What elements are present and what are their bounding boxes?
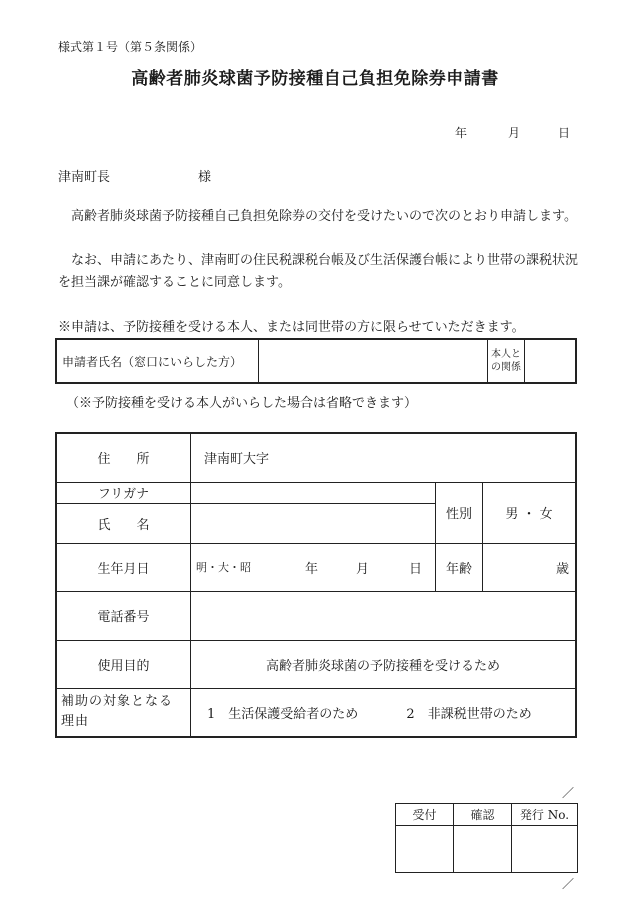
applicant-name-field[interactable] [259,339,488,383]
applicant-name-label: 申請者氏名（窓口にいらした方） [56,339,259,383]
addressee-suffix: 様 [198,170,212,185]
sex-label: 性別 [436,482,483,543]
office-header-confirmed: 確認 [454,804,512,826]
phone-field[interactable] [191,591,577,640]
address-field[interactable]: 津南町大字 [191,433,577,482]
address-label: 住 所 [56,433,191,482]
dob-label: 生年月日 [56,543,191,591]
office-use-table [395,803,578,873]
name-field[interactable] [191,503,436,543]
office-header-issue-no: 発行 No. [512,804,578,826]
office-issue-no-cell[interactable] [512,826,578,873]
form-number: 様式第１号（第５条関係） [58,40,203,54]
relation-label: 本人と の関係 [488,339,525,383]
applicant-table [55,338,577,384]
name-label: 氏 名 [56,503,191,543]
body-paragraph-2: なお、申請にあたり、津南町の住民税課税台帳及び生活保護台帳により世帯の課税状況を担当課が確認することに同意します。 [58,253,579,290]
office-slash-top: ／ [562,786,575,800]
age-unit: 歳 [555,561,569,577]
purpose-value: 高齢者肺炎球菌の予防接種を受けるため [191,640,577,688]
eligibility-notice: ※申請は、予防接種を受ける本人、または同世帯の方に限らせていただきます。 [58,320,525,335]
date-day-label: 日 [558,126,571,140]
office-confirmed-cell[interactable] [454,826,512,873]
relation-field[interactable] [525,339,577,383]
dob-year-label: 年 [305,562,319,577]
era-options: 明・大・昭 [196,561,251,574]
reason-options[interactable] [191,688,577,737]
form-title: 高齢者肺炎球菌予防接種自己負担免除券申請書 [131,69,499,89]
office-header-received: 受付 [396,804,454,826]
date-year-label: 年 [455,126,468,140]
purpose-label: 使用目的 [56,640,191,688]
furigana-label: フリガナ [56,482,191,503]
office-received-cell[interactable] [396,826,454,873]
dob-field[interactable] [191,543,436,591]
date-month-label: 月 [508,126,521,140]
dob-day-label: 日 [409,562,423,577]
addressee-name: 津南町長 [58,170,111,185]
office-slash-bottom: ／ [562,877,575,891]
body-paragraph-1: 高齢者肺炎球菌予防接種自己負担免除券の交付を受けたいので次のとおり申請します。 [71,209,577,224]
sex-options[interactable]: 男 ・ 女 [483,482,577,543]
age-field[interactable] [483,543,577,591]
reason-option-1[interactable]: 1 生活保護受給者のため [207,706,359,722]
reason-option-2[interactable]: 2 非課税世帯のため [406,706,532,722]
applicant-info-table [55,432,577,738]
age-label: 年齢 [436,543,483,591]
dob-month-label: 月 [356,562,370,577]
phone-label: 電話番号 [56,591,191,640]
furigana-field[interactable] [191,482,436,503]
reason-label: 補助の対象となる理由 [56,688,191,737]
omit-note: （※予防接種を受ける本人がいらした場合は省略できます） [66,396,418,411]
